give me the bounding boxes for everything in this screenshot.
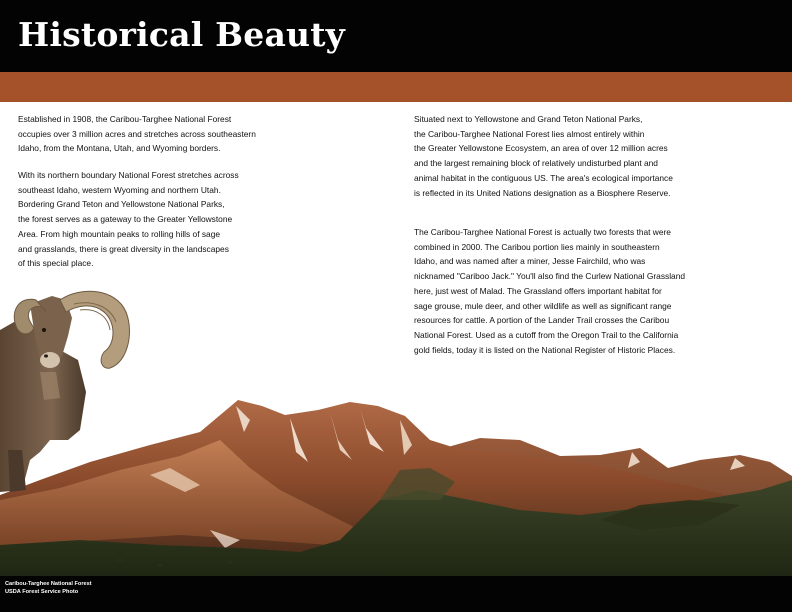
- photo-credit-source: USDA Forest Service Photo: [5, 589, 79, 595]
- history-paragraph: The Caribou-Targhee National Forest is actually two forests that were combined in 2000. The Caribou portion lies mainly in southeastern Idaho, and was named after a miner, Jesse Fairchild, who was nicknamed "Cariboo Jack." You'll also find the Curlew National Grassland here, just west of Malad. The Grassland offers important habitat for sage grouse, mule deer, and other wildlife as well as significant range resources for cattle. A portion of the Lander Trail crosses the Caribou National Forest. Used as a cutoff from the Oregon Trail to the California gold fields, today it is listed on the National Register of Historic Places.: [414, 227, 686, 355]
- ecosystem-paragraph: Situated next to Yellowstone and Grand Teton National Parks, the Caribou-Targhee National Forest lies almost entirely within the Greater Yellowstone Ecosystem, an area of over 12 million acres and the largest remaining block of relatively undisturbed plant and animal habitat in the contiguous US. The area's ecological importance is reflected in its United Nations designation as a Biosphere Reserve.: [414, 114, 673, 198]
- boundary-paragraph: With its northern boundary National Forest stretches across southeast Idaho, western Wyoming and northern Utah. Bordering Grand Teton and Yellowstone National Parks, the forest serves as a gateway to the Greater Yellowstone Area. From high mountain peaks to rolling hills of sage and grasslands, there is great diversity in the landscapes of this special place.: [18, 170, 239, 269]
- footer-bar: [0, 576, 792, 612]
- intro-paragraph: Established in 1908, the Caribou-Targhee National Forest occupies over 3 million acres and stretches across southeastern Idaho, from the Montana, Utah, and Wyoming borders.: [18, 114, 256, 154]
- page-title: Historical Beauty: [18, 15, 346, 54]
- title-bar: [0, 0, 792, 72]
- photo-credit-location: Caribou-Targhee National Forest: [5, 581, 92, 587]
- mountain-range-photo: [0, 400, 792, 580]
- landscape-photo: [0, 270, 792, 580]
- accent-bar: [0, 72, 792, 102]
